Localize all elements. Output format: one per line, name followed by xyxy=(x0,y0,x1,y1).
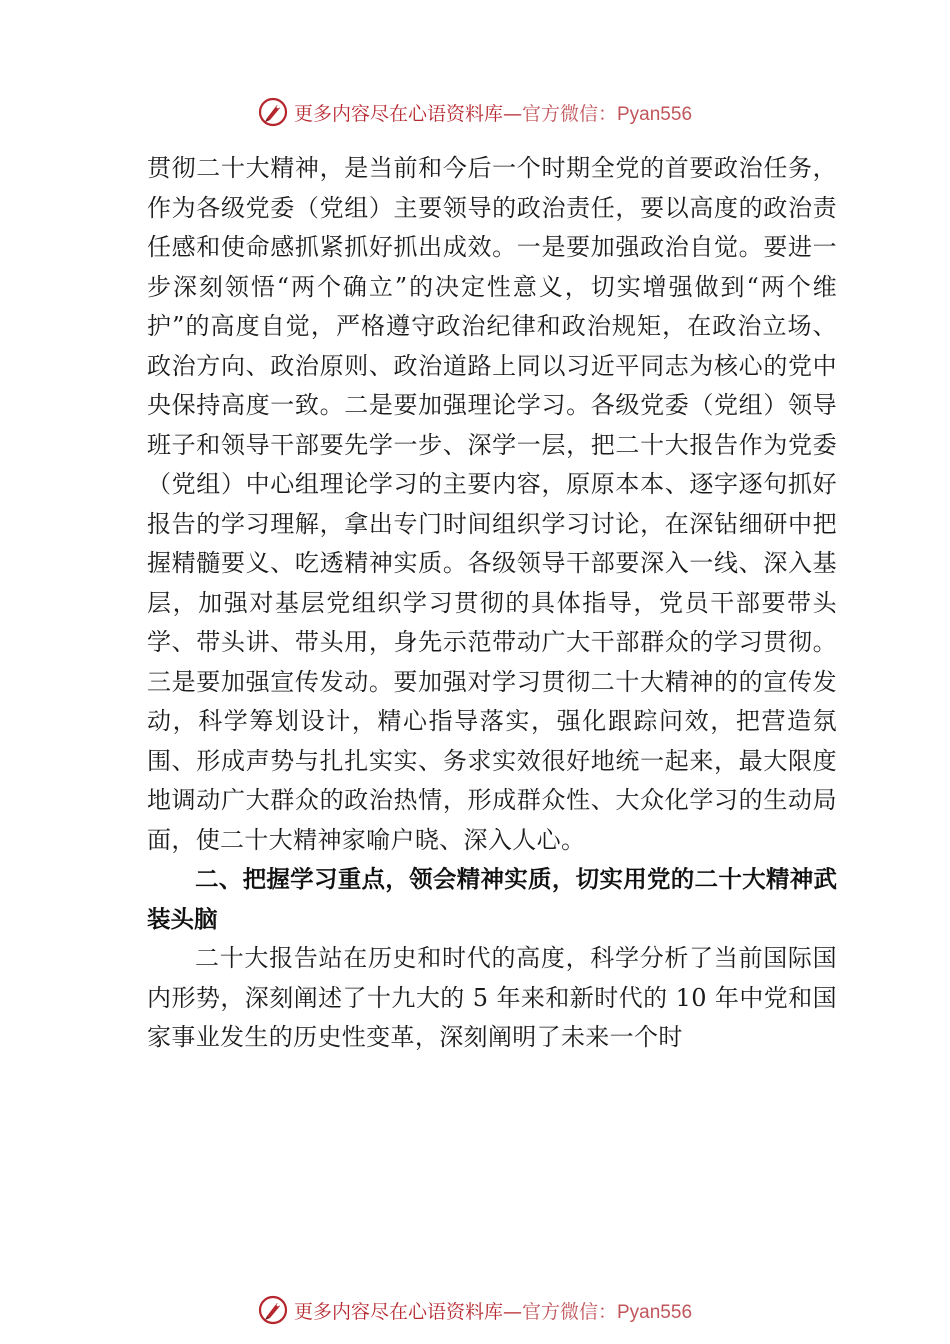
section-heading: 二、把握学习重点，领会精神实质，切实用党的二十大精神武装头脑 xyxy=(147,865,837,933)
footer-promo-text: 更多内容尽在心语资料库— xyxy=(293,1300,522,1323)
body-paragraph: 二十大报告站在历史和时代的高度，科学分析了当前国际国内形势，深刻阐述了十九大的 5 年来和新时代的 10 年中党和国家事业发生的历史性变革，深刻阐明了未来一个时 xyxy=(147,944,837,1051)
footer-banner xyxy=(0,1290,950,1330)
header-wechat-text: 官方微信：Pyan556 xyxy=(522,103,693,125)
pen-nib-logo-icon xyxy=(258,97,288,127)
pen-nib-logo-icon xyxy=(258,1295,288,1325)
footer-wechat-text: 官方微信：Pyan556 xyxy=(522,1301,693,1323)
header-promo-text: 更多内容尽在心语资料库— xyxy=(293,102,522,125)
header-banner xyxy=(0,92,950,132)
document-body xyxy=(147,149,837,1058)
body-paragraph: 贯彻二十大精神，是当前和今后一个时期全党的首要政治任务，作为各级党委（党组）主要领导的政治责任，要以高度的政治责任感和使命感抓紧抓好抓出成效。一是要加强政治自觉。要进一步深刻领悟“两个确立”的决定性意义，切实增强做到“两个维护”的高度自觉，严格遵守政治纪律和政治规矩，在政治立场、政治方向、政治原则、政治道路上同以习近平同志为核心的党中央保持高度一致。二是要加强理论学习。各级党委（党组）领导班子和领导干部要先学一步、深学一层，把二十大报告作为党委（党组）中心组理论学习的主要内容，原原本本、逐字逐句抓好报告的学习理解，拿出专门时间组织学习讨论，在深钻细研中把握精髓要义、吃透精神实质。各级领导干部要深入一线、深入基层，加强对基层党组织学习贯彻的具体指导，党员干部要带头学、带头讲、带头用，身先示范带动广大干部群众的学习贯彻。三是要加强宣传发动。要加强对学习贯彻二十大精神的的宣传发动，科学筹划设计，精心指导落实，强化跟踪问效，把营造氛围、形成声势与扎扎实实、务求实效很好地统一起来，最大限度地调动广大群众的政治热情，形成群众性、大众化学习的生动局面，使二十大精神家喻户晓、深入人心。 xyxy=(147,154,837,854)
